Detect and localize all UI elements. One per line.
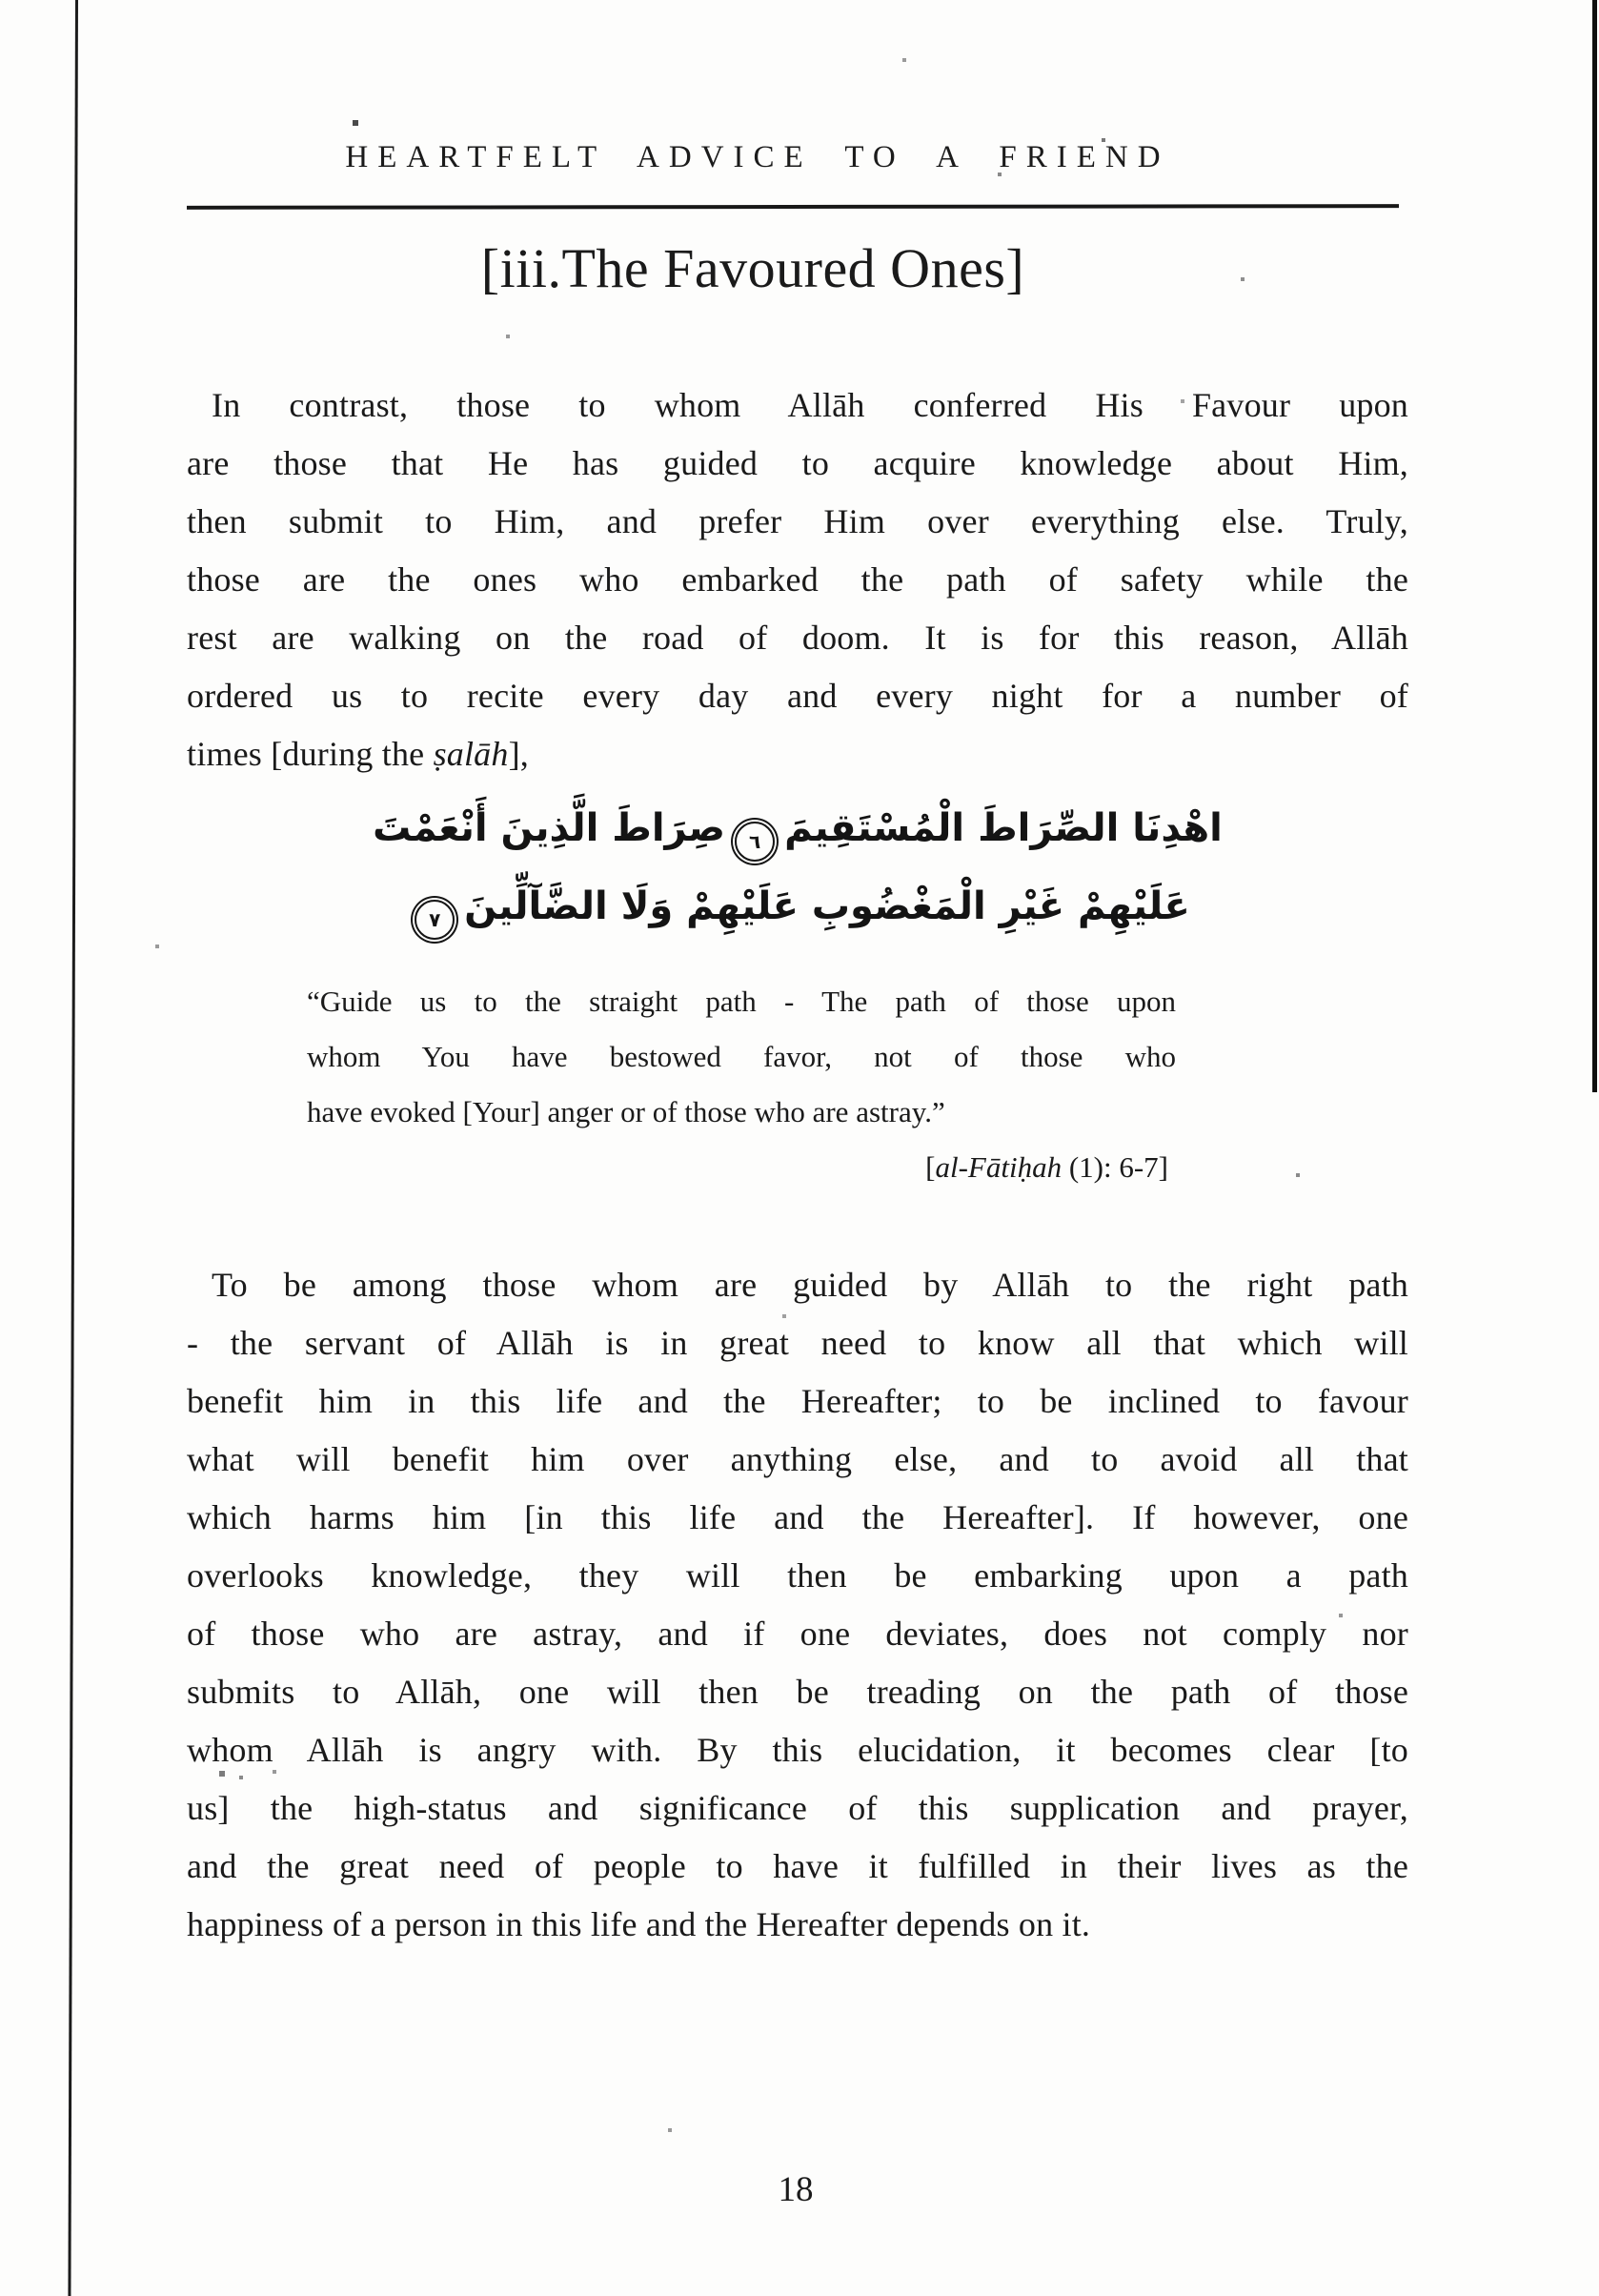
- text-line: benefit him in this life and the Hereafter; to be inclined to favour: [187, 1382, 1408, 1420]
- arabic-verse-line: [187, 867, 1408, 945]
- citation-reference: (1): 6-7]: [1062, 1150, 1168, 1184]
- text-line: In contrast, those to whom Allāh conferred His Favour upon: [212, 386, 1408, 424]
- text-line: submits to Allāh, one will then be treading on the path of those: [187, 1673, 1408, 1711]
- arabic-verse-line: [187, 789, 1408, 867]
- verse-number: ٦: [748, 830, 761, 853]
- verse-translation-quote: [307, 974, 1176, 1195]
- verse-end-marker-6-icon: [735, 822, 775, 862]
- text-line: of those who are astray, and if one deviates, does not comply nor: [187, 1615, 1408, 1653]
- arabic-term-italic: ṣalāh: [433, 735, 509, 773]
- text-line: whom Allāh is angry with. By this elucidation, it becomes clear [to: [187, 1731, 1408, 1769]
- header-rule: [187, 204, 1399, 210]
- text-line: what will benefit him over anything else, and to avoid all that: [187, 1440, 1408, 1478]
- text-line: have evoked [Your] anger or of those who are astray.”: [307, 1095, 945, 1128]
- citation-source-italic: al-Fātiḥah: [935, 1150, 1063, 1184]
- section-title: [iii.The Favoured Ones]: [480, 237, 1025, 299]
- text-line: and the great need of people to have it fulfilled in their lives as the: [187, 1847, 1408, 1885]
- text-line: “Guide us to the straight path - The path of those upon: [307, 985, 1176, 1018]
- text-segment: times [during the: [187, 735, 434, 773]
- verse-citation: [307, 1140, 1176, 1195]
- arabic-text: عَلَيْهِمْ غَيْرِ الْمَغْضُوبِ عَلَيْهِمْ وَلَا الضَّآلِّينَ: [464, 884, 1190, 928]
- text-line: ordered us to recite every day and every night for a number of: [187, 677, 1408, 715]
- paragraph-favoured-ones: [187, 376, 1408, 783]
- verse-number: ٧: [429, 908, 441, 931]
- text-line: rest are walking on the road of doom. It is for this reason, Allāh: [187, 619, 1408, 657]
- scan-left-edge-line: [68, 0, 78, 2296]
- text-line: are those that He has guided to acquire knowledge about Him,: [187, 444, 1408, 482]
- text-line: those are the ones who embarked the path of safety while the: [187, 560, 1408, 599]
- text-line: us] the high-status and significance of this supplication and prayer,: [187, 1789, 1408, 1827]
- page-number: 18: [778, 2170, 814, 2209]
- text-line: whom You have bestowed favor, not of those who: [307, 1040, 1176, 1073]
- scan-right-edge-line: [1592, 0, 1597, 1092]
- text-line: happiness of a person in this life and the Hereafter depends on it.: [187, 1905, 1091, 1943]
- paragraph-guidance-need: [187, 1256, 1408, 1954]
- text-line: [187, 725, 1408, 783]
- verse-end-marker-7-icon: [415, 900, 455, 940]
- text-line: then submit to Him, and prefer Him over everything else. Truly,: [187, 502, 1408, 540]
- arabic-text: اهْدِنَا الصِّرَاطَ الْمُسْتَقِيمَ: [784, 806, 1223, 850]
- running-header: HEARTFELT ADVICE TO A FRIEND: [345, 140, 1170, 174]
- text-line: overlooks knowledge, they will then be embarking upon a path: [187, 1556, 1408, 1595]
- text-line: which harms him [in this life and the Hereafter]. If however, one: [187, 1498, 1408, 1536]
- text-segment: ],: [508, 735, 529, 773]
- citation-bracket: [: [925, 1150, 936, 1184]
- text-line: To be among those whom are guided by Allāh to the right path: [212, 1266, 1408, 1304]
- scan-noise-speckles: [0, 0, 2, 2]
- arabic-text: صِرَاطَ الَّذِينَ أَنْعَمْتَ: [373, 806, 726, 850]
- quran-verse-arabic: [187, 789, 1408, 945]
- text-line: - the servant of Allāh is in great need to know all that which will: [187, 1324, 1408, 1362]
